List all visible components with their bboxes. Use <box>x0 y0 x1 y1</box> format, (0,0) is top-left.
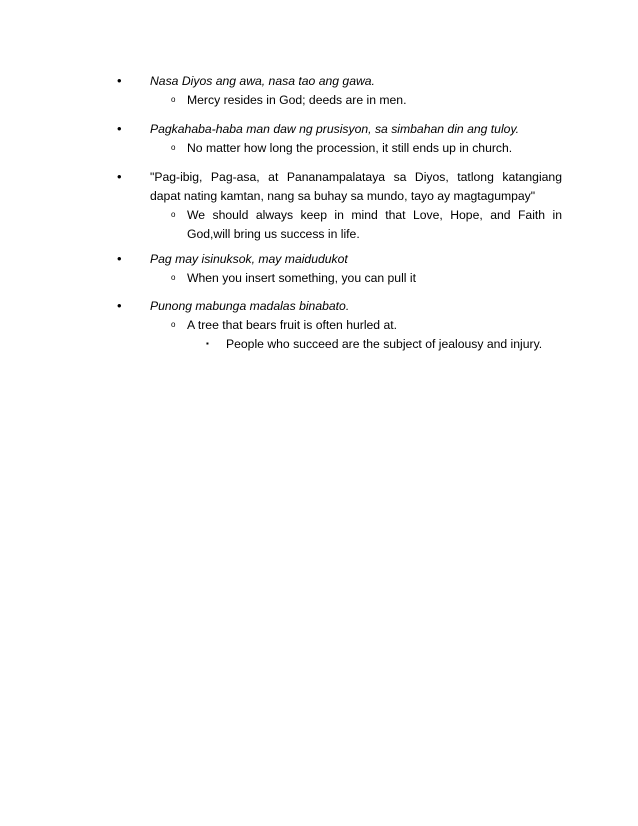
sub-bullet-marker: o <box>171 95 176 104</box>
proverb-english-line-1: We should always keep in mind that Love, Hope, and Faith in <box>187 208 562 222</box>
bullet-marker: • <box>117 251 122 266</box>
proverb-explanation: People who succeed are the subject of jealousy and injury. <box>226 337 543 351</box>
bullet-marker: • <box>117 298 122 313</box>
sub-bullet-marker: o <box>171 320 176 329</box>
bullet-marker: • <box>117 169 122 184</box>
sub-bullet-marker: o <box>171 273 176 282</box>
proverb-tagalog: Pagkahaba-haba man daw ng prusisyon, sa simbahan din ang tuloy. <box>150 122 520 136</box>
proverb-english-line-2: God,will bring us success in life. <box>187 227 360 241</box>
proverb-english: No matter how long the procession, it still ends up in church. <box>187 141 513 155</box>
proverb-tagalog: Nasa Diyos ang awa, nasa tao ang gawa. <box>150 74 375 88</box>
subsub-bullet-marker: ▪ <box>206 339 209 348</box>
proverb-tagalog: Pag may isinuksok, may maidudukot <box>150 252 348 266</box>
proverb-english: A tree that bears fruit is often hurled at. <box>187 318 398 332</box>
proverb-tagalog: Punong mabunga madalas binabato. <box>150 299 350 313</box>
proverb-tagalog-line-1: "Pag-ibig, Pag-asa, at Pananampalataya sa Diyos, tatlong katangiang <box>150 170 562 184</box>
sub-bullet-marker: o <box>171 210 176 219</box>
proverb-english: When you insert something, you can pull it <box>187 271 416 285</box>
bullet-marker: • <box>117 73 122 88</box>
proverb-english: Mercy resides in God; deeds are in men. <box>187 93 407 107</box>
bullet-marker: • <box>117 121 122 136</box>
sub-bullet-marker: o <box>171 143 176 152</box>
proverb-tagalog-line-2: dapat nating kamtan, nang sa buhay sa mundo, tayo ay magtagumpay" <box>150 189 536 203</box>
